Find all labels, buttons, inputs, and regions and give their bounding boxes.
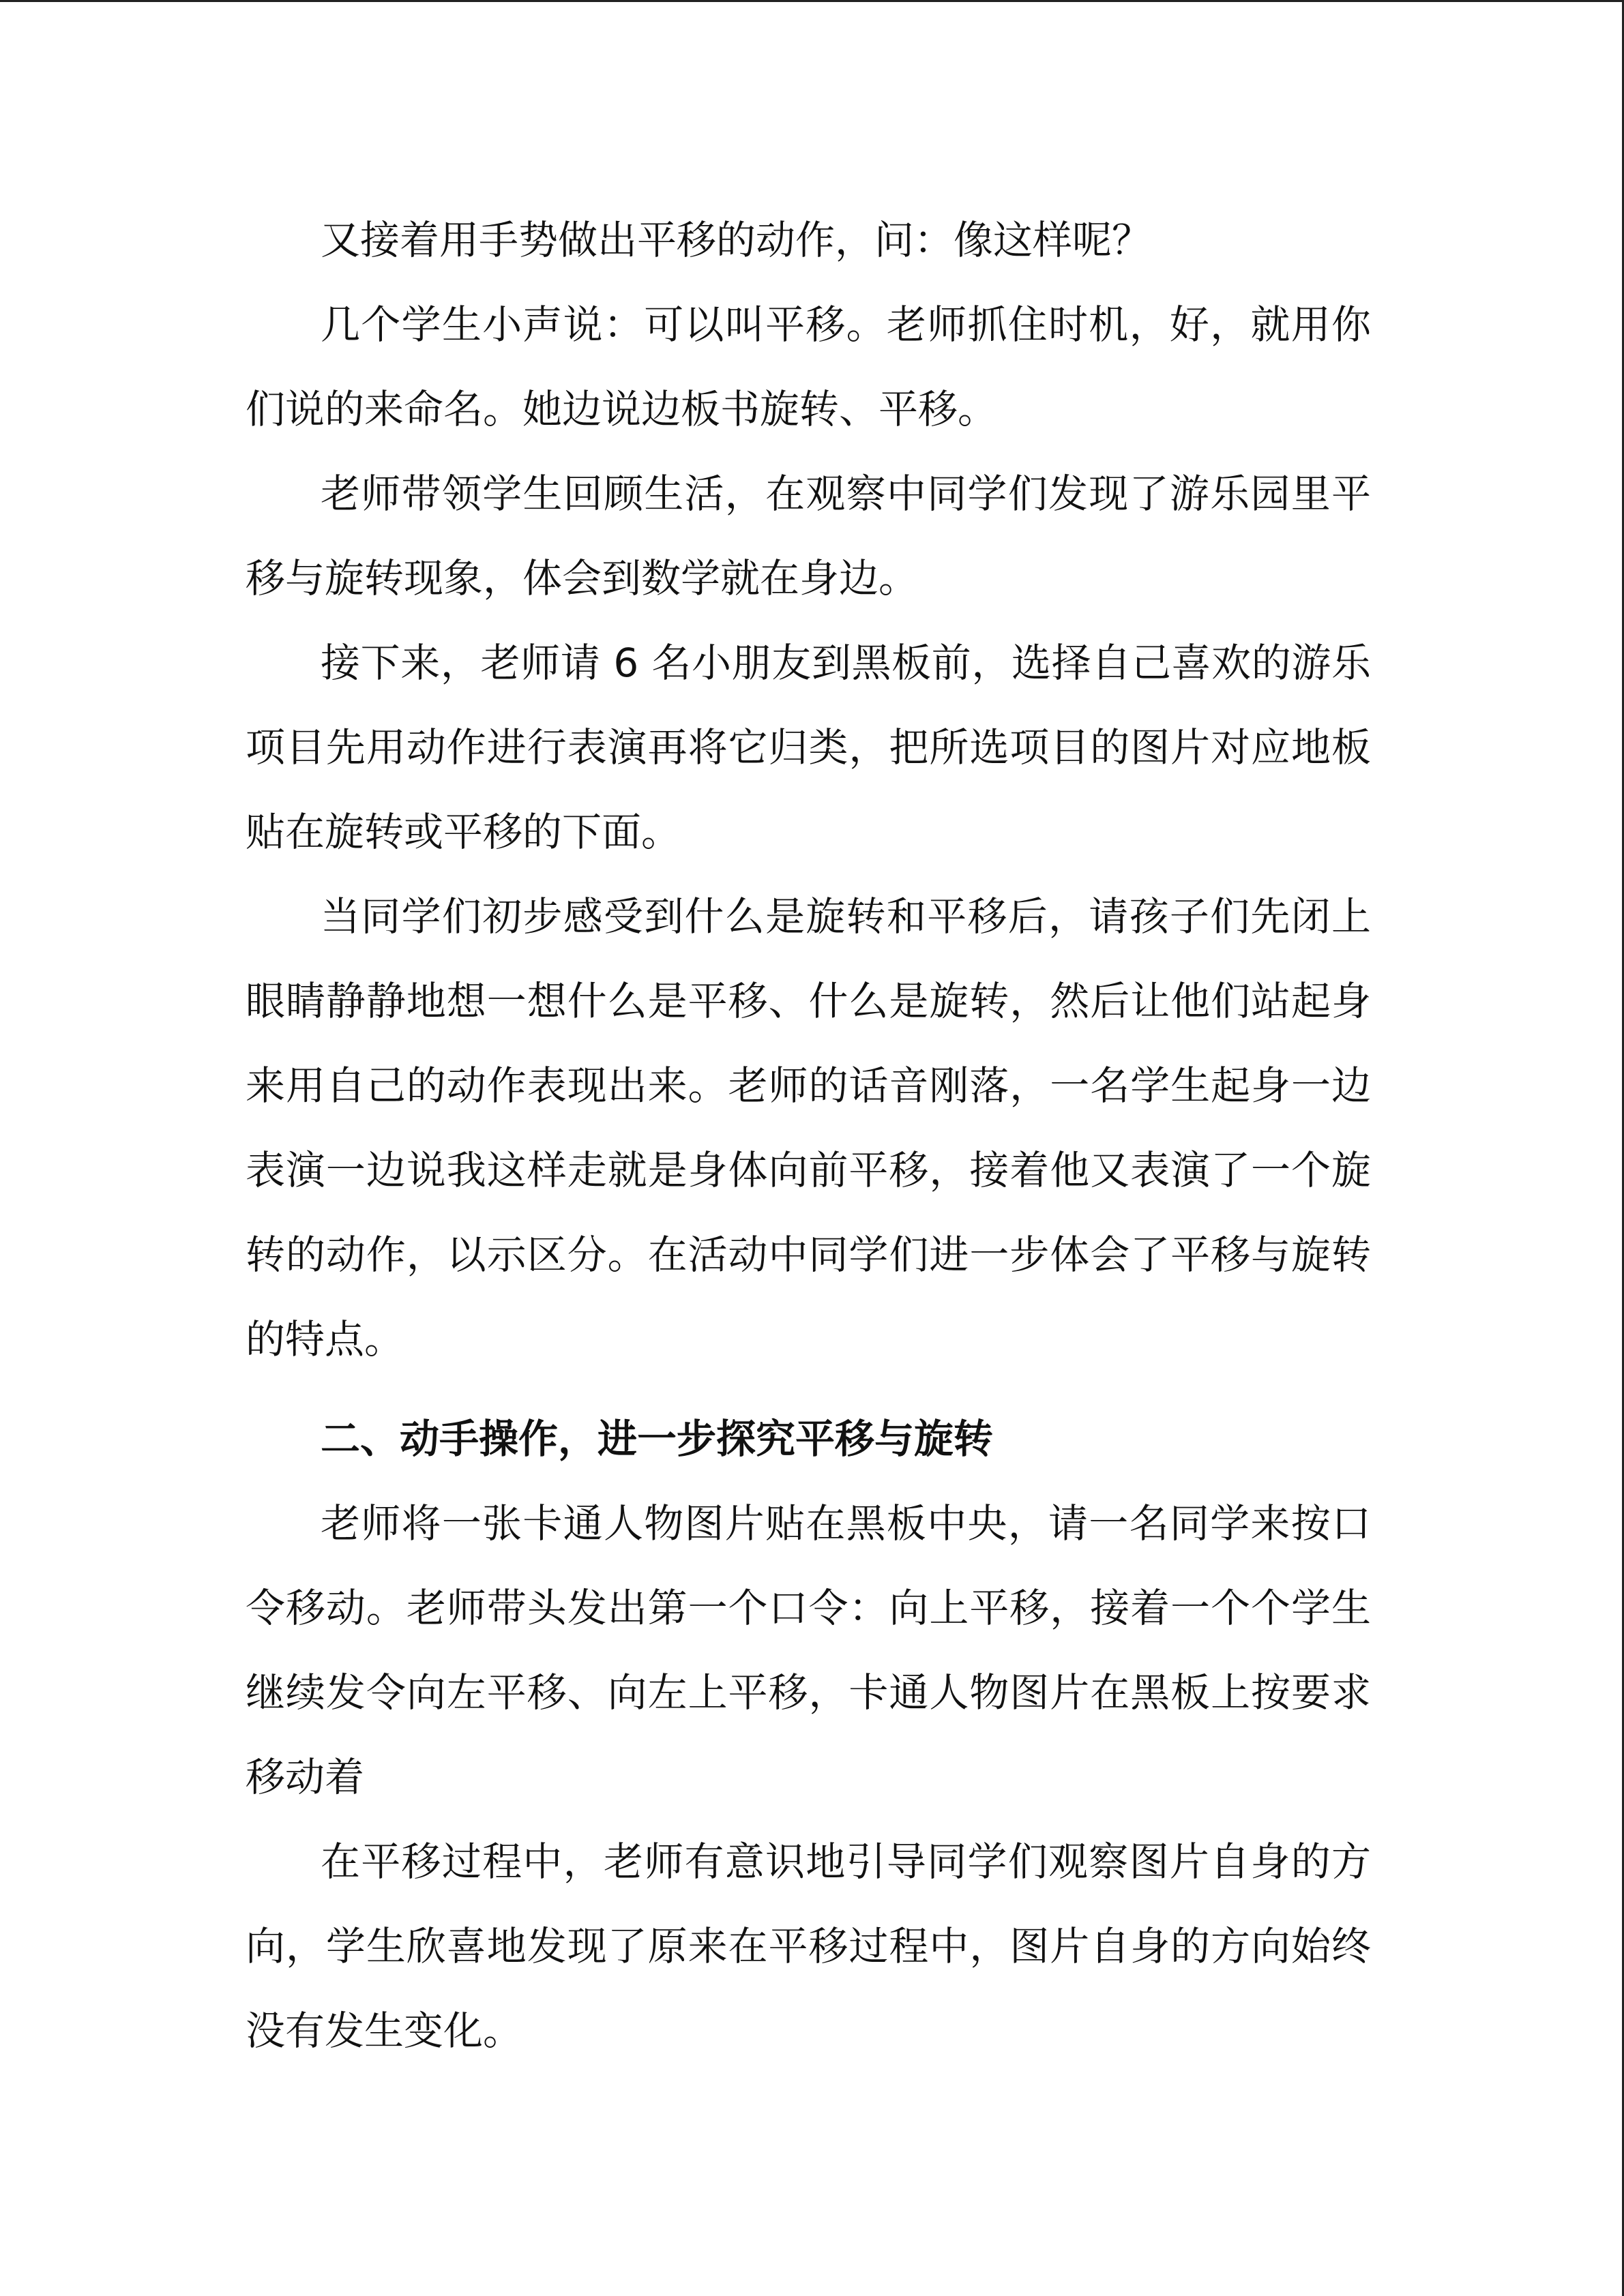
page-border-top [0,0,1624,2]
paragraph-7: 在平移过程中，老师有意识地引导同学们观察图片自身的方向，学生欣喜地发现了原来在平移过程中，图片自身的方向始终没有发生变化。 [246,1838,1371,2054]
paragraph-6: 老师将一张卡通人物图片贴在黑板中央，请一名同学来按口令移动。老师带头发出第一个口令：向上平移，接着一个个学生继续发令向左平移、向左上平移，卡通人物图片在黑板上按要求移动着 [246,1500,1371,1800]
section-heading: 二、动手操作，进一步探究平移与旋转 [321,1416,994,1462]
paragraph-5: 当同学们初步感受到什么是旋转和平移后，请孩子们先闭上眼睛静静地想一想什么是平移、什么是旋转，然后让他们站起身来用自己的动作表现出来。老师的话音刚落，一名学生起身一边表演一边说我这样走就是身体向前平移，接着他又表演了一个旋转的动作，以示区分。在活动中同学们进一步体会了平移与旋转的特点。 [246,893,1371,1362]
paragraph-3: 老师带领学生回顾生活，在观察中同学们发现了游乐园里平移与旋转现象，体会到数学就在身边。 [246,471,1371,601]
paragraph-2: 几个学生小声说：可以叫平移。老师抓住时机，好，就用你们说的来命名。她边说边板书旋转、平移。 [246,301,1371,432]
document-body [246,198,1371,2073]
paragraph-1: 又接着用手势做出平移的动作，问：像这样呢？ [321,217,1152,263]
paragraph-4: 接下来，老师请 6 名小朋友到黑板前，选择自己喜欢的游乐项目先用动作进行表演再将它归类，把所选项目的图片对应地板贴在旋转或平移的下面。 [246,640,1371,855]
